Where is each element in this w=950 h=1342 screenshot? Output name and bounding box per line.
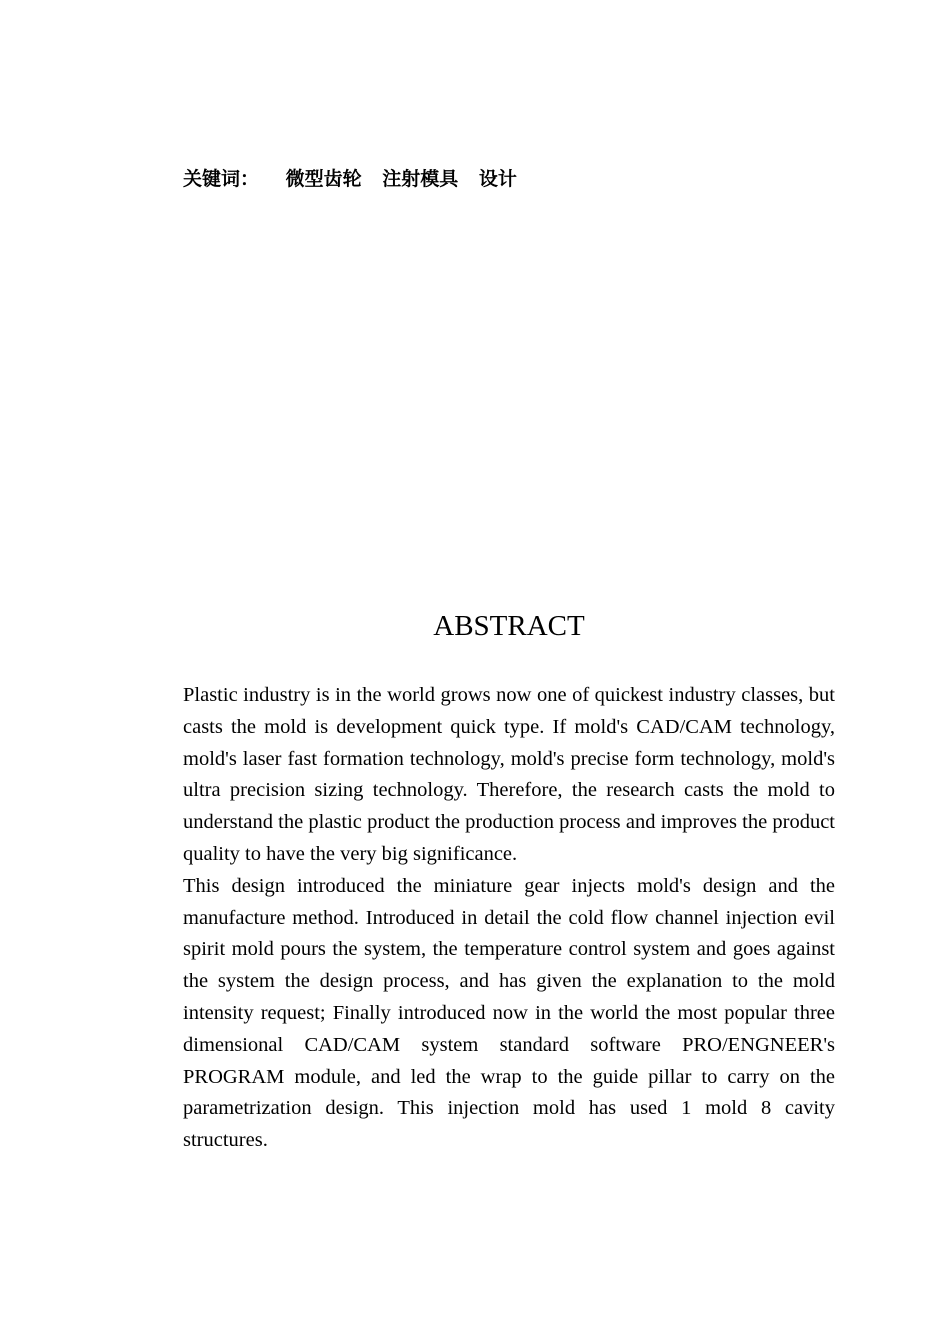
keywords-label: 关键词： <box>183 168 260 190</box>
keyword-item: 设计 <box>478 168 517 190</box>
keyword-item: 注射模具 <box>382 168 459 190</box>
abstract-paragraph: Plastic industry is in the world grows now one of quickest industry classes, but casts the mold is development quick type. If mold's CAD/CAM technology, mold's laser fast formation technology, mold's precise form technology, mold's ultra precision sizing technology. Therefore, the research casts the mold to understand the plastic product the production process and improves the product quality to have the very big significance. <box>183 684 835 865</box>
keywords-line <box>183 165 517 193</box>
abstract-title: ABSTRACT <box>433 610 585 642</box>
abstract-body <box>183 680 835 1157</box>
keyword-item: 微型齿轮 <box>285 168 362 190</box>
abstract-paragraph: This design introduced the miniature gear injects mold's design and the manufacture method. Introduced in detail the cold flow channel injection evil spirit mold pours the system, the temperature control system and goes against the system the design process, and has given the explanation to the mold intensity request; Finally introduced now in the world the most popular three dimensional CAD/CAM system standard software PRO/ENGNEER's PROGRAM module, and led the wrap to the guide pillar to carry on the parametrization design. This injection mold has used 1 mold 8 cavity structures. <box>183 874 835 1152</box>
